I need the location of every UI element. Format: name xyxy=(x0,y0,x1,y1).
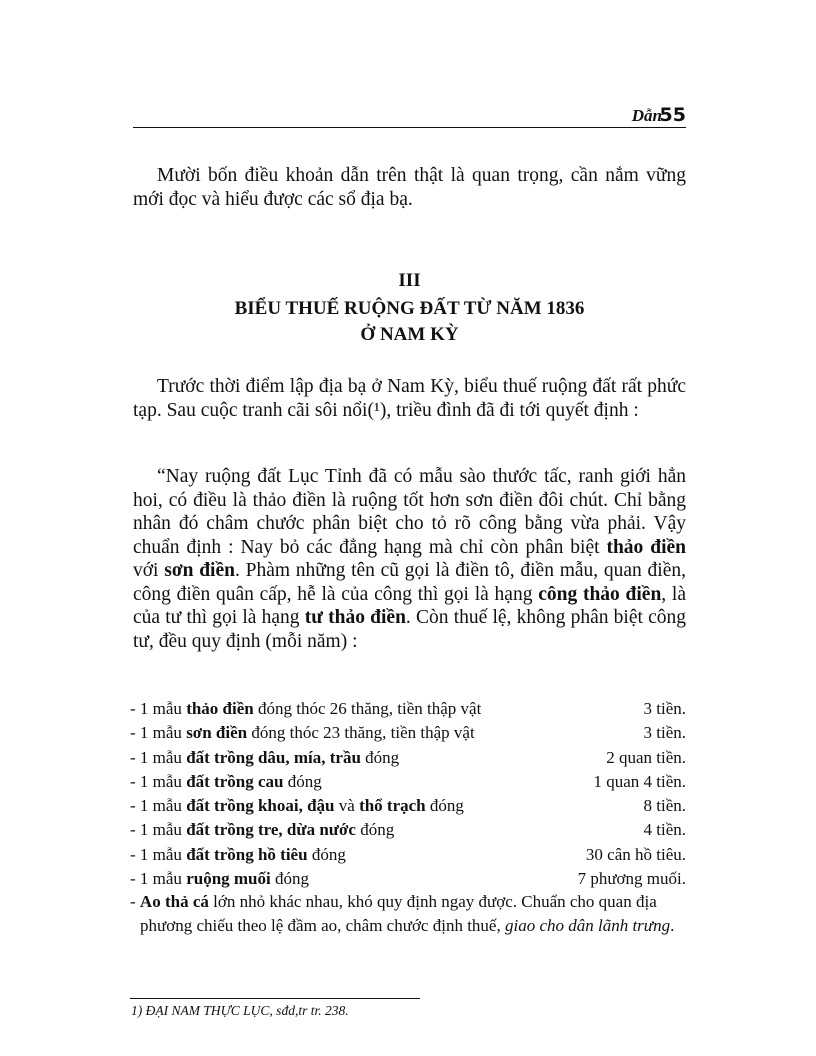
tax-row-amount: 3 tiền. xyxy=(643,699,686,718)
running-head-word: Dẫn xyxy=(631,106,662,125)
tax-rate-list xyxy=(130,697,686,891)
tax-row-amount: 1 quan 4 tiền. xyxy=(593,771,686,791)
tax-row xyxy=(130,697,686,721)
section-title-line-1: BIỂU THUẾ RUỘNG ĐẤT TỪ NĂM 1836 xyxy=(234,298,585,319)
tax-row-amount: 3 tiền. xyxy=(643,723,686,743)
tax-row xyxy=(130,721,686,745)
tax-row-description: - 1 mẫu đất trồng cau đóng xyxy=(130,771,322,791)
paragraph-2-text: Trước thời điểm lập địa bạ ở Nam Kỳ, biểu thuế ruộng đất rất phức tạp. Sau cuộc tranh cãi sôi nổi xyxy=(133,376,686,421)
tax-row-description: - 1 mẫu đất trồng khoai, đậu và thổ trạch đóng xyxy=(130,796,464,816)
section-title-line-2: Ở NAM KỲ xyxy=(360,324,459,345)
quote-part: , là của tư thì gọi là hạng xyxy=(133,583,686,628)
tax-row-amount: 30 cân hồ tiêu. xyxy=(585,844,686,864)
page-number: 55 xyxy=(659,104,686,126)
tax-row-description: - 1 mẫu thảo điền đóng thóc 26 thăng, tiền thập vật xyxy=(130,699,482,718)
footnote-rule xyxy=(130,998,420,999)
section-title xyxy=(133,296,686,348)
tax-row-amount: 7 phương muối. xyxy=(577,869,686,889)
footnote: 1) ĐẠI NAM THỰC LỤC, sđd,tr tr. 238. xyxy=(131,1003,349,1018)
quote-paragraph xyxy=(133,465,686,653)
tax-row xyxy=(130,843,686,867)
tax-row xyxy=(130,867,686,891)
tax-row-description: - 1 mẫu đất trồng tre, dừa nước đóng xyxy=(130,820,395,840)
quote-part: với xyxy=(133,560,165,581)
fish-pond-note: - Ao thả cá lớn nhỏ khác nhau, khó quy định ngay được. Chuẩn cho quan địa phương chiếu theo lệ đầm ao, châm chước định thuế, giao cho dân lãnh trưng. xyxy=(130,892,675,935)
quote-part: . Còn thuế lệ, không phân biệt công tư, đều quy định (mỗi năm) : xyxy=(133,607,687,652)
tax-row xyxy=(130,818,686,842)
quote-term: sơn điền xyxy=(164,560,235,581)
paragraph-2 xyxy=(133,375,686,422)
quote-part: . Phàm những tên cũ gọi là điền tô, điền mẫu, quan điền, công điền quân cấp, hễ là của công thì gọi là hạng xyxy=(133,560,686,605)
fish-note-italic: giao cho dân lãnh trưng xyxy=(504,916,671,935)
fish-note-term: Ao thả cá xyxy=(139,892,209,911)
tax-row-description: - 1 mẫu đất trồng hồ tiêu đóng xyxy=(130,844,346,864)
header-rule xyxy=(133,127,686,128)
tax-row xyxy=(130,746,686,770)
tax-row-amount: 8 tiền. xyxy=(643,796,686,816)
tax-row-amount: 2 quan tiền. xyxy=(606,747,686,767)
quote-part: “Nay ruộng đất Lục Tỉnh đã có mẫu sào thước tấc, ranh giới hẳn hoi, có điều là thảo điền là ruộng tốt hơn sơn điền đôi chút. Chỉ bằng nhân đó châm chước phân biệt cho tỏ rõ công bằng vừa phải. Vậy chuẩn định : Nay bỏ các đẳng hạng mà chỉ còn phân biệt xyxy=(133,466,686,558)
intro-paragraph: Mười bốn điều khoản dẫn trên thật là quan trọng, cần nắm vững mới đọc và hiểu được các sổ địa bạ. xyxy=(133,165,686,210)
quote-term: tư thảo điền xyxy=(304,607,406,628)
tax-row xyxy=(130,794,686,818)
quote-term: công thảo điền xyxy=(538,583,662,605)
tax-row-amount: 4 tiền. xyxy=(643,820,686,840)
tax-row-description: - 1 mẫu sơn điền đóng thóc 23 thăng, tiền thập vật xyxy=(130,723,475,743)
tax-row xyxy=(130,770,686,794)
quote-term: thảo điền xyxy=(606,536,687,558)
section-number: III xyxy=(398,270,421,291)
running-head xyxy=(133,104,686,128)
tax-row-description: - 1 mẫu ruộng muối đóng xyxy=(130,869,309,889)
tax-row-description: - 1 mẫu đất trồng dâu, mía, trầu đóng xyxy=(130,747,400,767)
note-reference: (¹) xyxy=(367,399,387,421)
paragraph-2-end: , triều đình đã đi tới quyết định : xyxy=(386,399,639,421)
